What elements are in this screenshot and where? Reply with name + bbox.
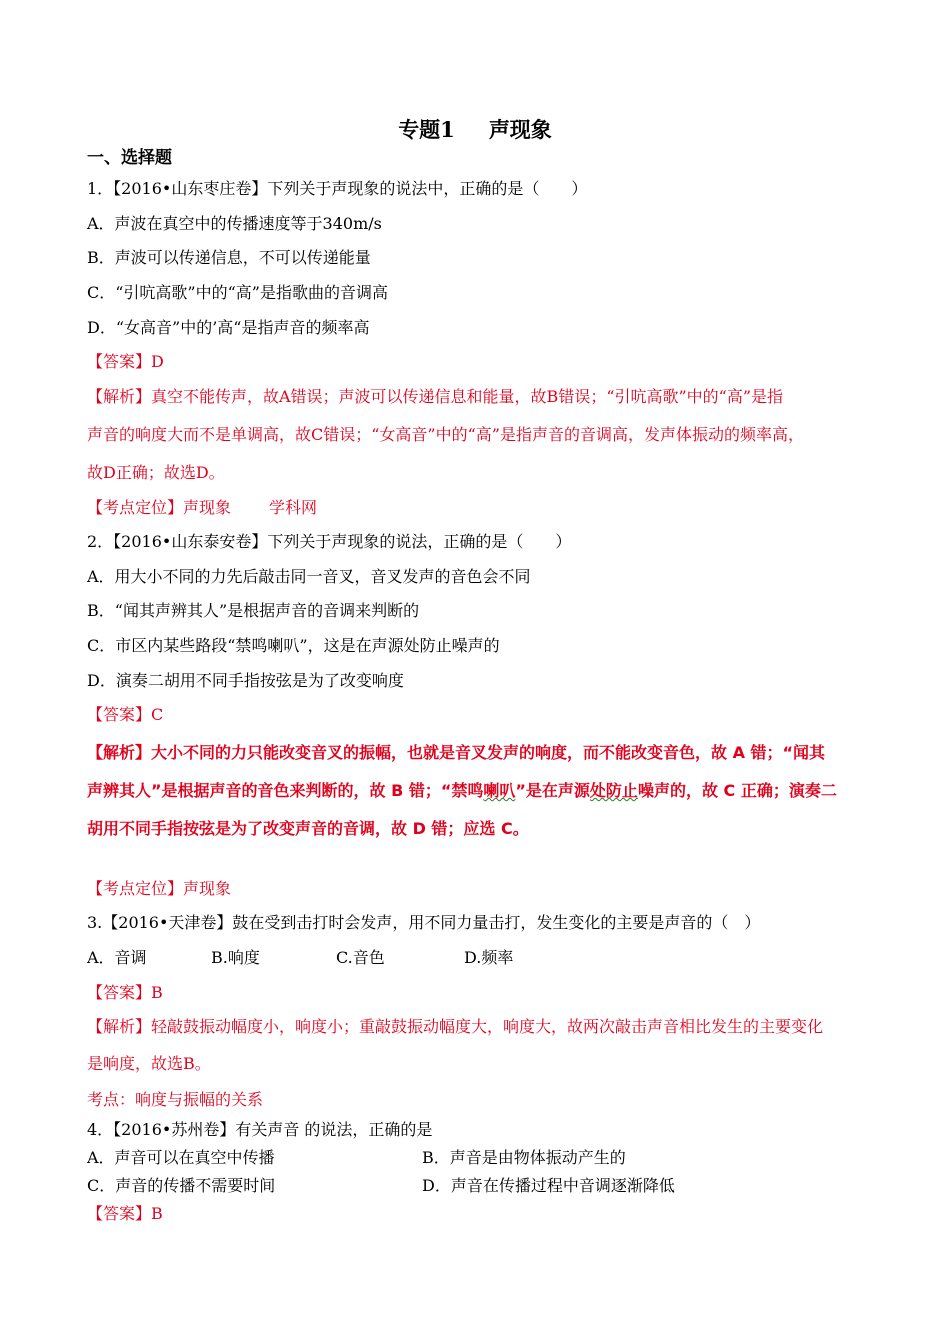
- q2-option-a: A．用大小不同的力先后敲击同一音叉，音叉发声的音色会不同: [87, 567, 531, 586]
- q4-stem: 4．【2016•苏州卷】有关声音 的说法，正确的是: [87, 1120, 433, 1139]
- q1-option-c: C．“引吭高歌”中的“高”是指歌曲的音调高: [87, 283, 388, 302]
- q2-option-d: D．演奏二胡用不同手指按弦是为了改变响度: [87, 671, 404, 690]
- q1-option-d: D．“女高音”中的’高“是指声音的频率高: [87, 318, 370, 337]
- q3-answer: 【答案】B: [87, 983, 163, 1002]
- q3-option-d: D.频率: [464, 948, 514, 967]
- q3-analysis-line2: 是响度，故选B。: [87, 1054, 211, 1073]
- q3-analysis-line1: 【解析】轻敲鼓振动幅度小，响度小；重敲鼓振动幅度大，响度大，故两次敲击声音相比发生的主要变化: [87, 1017, 824, 1036]
- q2-analysis-seg2: 喇叭: [483, 781, 516, 800]
- q2-analysis-seg1: 声辨其人”是根据声音的音色来判断的，故 B 错；“禁鸣: [87, 781, 484, 800]
- q3-stem: 3.【2016•天津卷】鼓在受到击打时会发声，用不同力量击打，发生变化的主要是声音的（ ）: [87, 913, 761, 932]
- q2-analysis-line2: [87, 783, 837, 799]
- page-title: [0, 114, 950, 144]
- q3-option-b: B.响度: [211, 948, 260, 967]
- q4-answer: 【答案】B: [87, 1204, 163, 1223]
- q1-knowledge-point: [87, 500, 317, 516]
- q1-stem: 1．【2016•山东枣庄卷】下列关于声现象的说法中，正确的是（ ）: [87, 179, 588, 198]
- q1-option-b: B．声波可以传递信息，不可以传递能量: [87, 248, 371, 267]
- title-topic-name: 声现象: [488, 117, 552, 142]
- q2-analysis-seg4: 处防止: [589, 781, 638, 800]
- q2-stem: 2．【2016•山东泰安卷】下列关于声现象的说法，正确的是（ ）: [87, 532, 572, 551]
- q2-answer: 【答案】C: [87, 705, 164, 724]
- q2-analysis-line1: 【解析】大小不同的力只能改变音叉的振幅，也就是音叉发声的响度，而不能改变音色，故 A 错；“闻其: [87, 743, 826, 762]
- q2-knowledge-point: 【考点定位】声现象: [87, 879, 232, 898]
- q2-option-c: C．市区内某些路段“禁鸣喇叭”，这是在声源处防止噪声的: [87, 636, 500, 655]
- q2-option-b: B．“闻其声辨其人”是根据声音的音调来判断的: [87, 601, 420, 620]
- q1-option-a: A．声波在真空中的传播速度等于340m/s: [87, 214, 382, 233]
- q1-analysis-line3: 故D正确；故选D。: [87, 463, 225, 482]
- q2-analysis-line3: 胡用不同手指按弦是为了改变声音的音调，故 D 错；应选 C。: [87, 819, 529, 838]
- q2-analysis-seg5: 噪声的，故 C 正确；演奏二: [637, 781, 837, 800]
- q1-analysis-line1: 【解析】真空不能传声，故A错误；声波可以传递信息和能量，故B错误；“引吭高歌”中的“高”是指: [87, 387, 784, 406]
- q3-option-a: A．音调: [87, 948, 147, 967]
- q3-option-c: C.音色: [336, 948, 385, 967]
- q3-knowledge-point: 考点：响度与振幅的关系: [87, 1090, 264, 1109]
- q4-option-c: C．声音的传播不需要时间: [87, 1176, 276, 1195]
- title-topic-number: 专题1: [398, 117, 455, 142]
- q1-point-label: 【考点定位】声现象: [87, 498, 232, 517]
- q1-point-extra: 学科网: [269, 498, 318, 517]
- q4-option-b: B．声音是由物体振动产生的: [422, 1148, 626, 1167]
- section-heading: 一、选择题: [87, 148, 172, 168]
- q4-option-a: A．声音可以在真空中传播: [87, 1148, 275, 1167]
- q1-analysis-line2: 声音的响度大而不是单调高，故C错误；“女高音”中的“高”是指声音的音调高，发声体振动的频率高，: [87, 425, 804, 444]
- q2-analysis-seg3: ”是在声源: [515, 781, 590, 800]
- q1-answer: 【答案】D: [87, 352, 164, 371]
- q4-option-d: D．声音在传播过程中音调逐渐降低: [422, 1176, 675, 1195]
